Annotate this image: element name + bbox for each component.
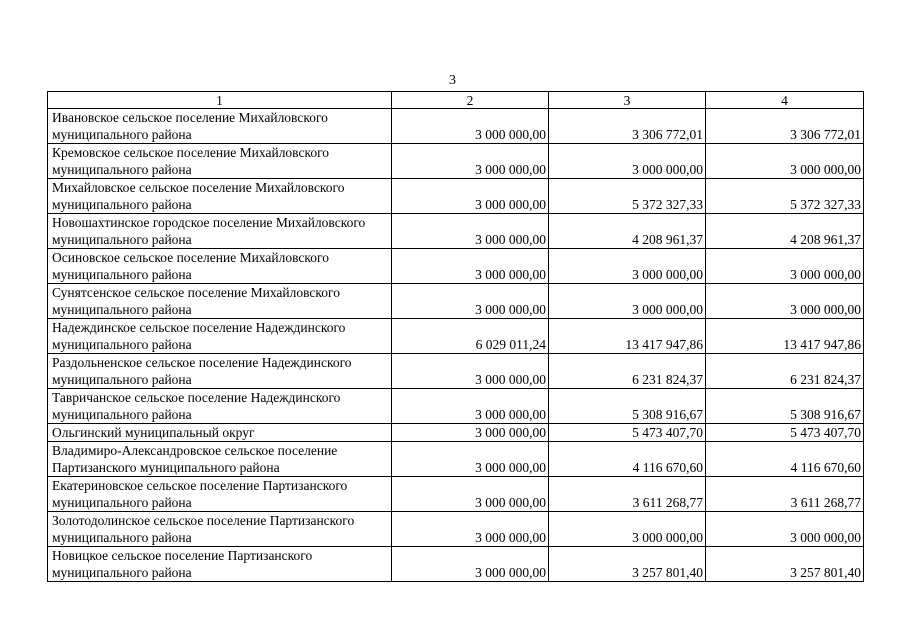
value-col-4: 3 257 801,40 [706,547,864,582]
table-row [48,214,864,249]
value-col-2: 3 000 000,00 [392,214,549,249]
settlement-name: Сунятсенское сельское поселение Михайловского муниципального района [48,284,392,319]
settlement-name: Надеждинское сельское поселение Надеждинского муниципального района [48,319,392,354]
table-row [48,512,864,547]
value-col-2: 3 000 000,00 [392,109,549,144]
value-col-4: 3 611 268,77 [706,477,864,512]
value-col-4: 5 372 327,33 [706,179,864,214]
settlement-name: Тавричанское сельское поселение Надеждинского муниципального района [48,389,392,424]
settlement-name: Новицкое сельское поселение Партизанского муниципального района [48,547,392,582]
table-row [48,354,864,389]
value-col-4: 3 000 000,00 [706,284,864,319]
value-col-4: 4 208 961,37 [706,214,864,249]
settlement-name: Осиновское сельское поселение Михайловского муниципального района [48,249,392,284]
table-row [48,547,864,582]
table-row [48,179,864,214]
value-col-4: 3 000 000,00 [706,144,864,179]
page-number: 3 [449,73,456,88]
value-col-4: 5 473 407,70 [706,424,864,442]
table-row [48,109,864,144]
value-col-4: 6 231 824,37 [706,354,864,389]
value-col-2: 3 000 000,00 [392,284,549,319]
settlement-name: Ольгинский муниципальный округ [48,424,392,442]
value-col-2: 3 000 000,00 [392,547,549,582]
settlement-name: Кремовское сельское поселение Михайловского муниципального района [48,144,392,179]
value-col-2: 3 000 000,00 [392,424,549,442]
table-row [48,284,864,319]
value-col-2: 3 000 000,00 [392,179,549,214]
value-col-2: 3 000 000,00 [392,354,549,389]
value-col-2: 3 000 000,00 [392,477,549,512]
column-header-3: 3 [549,92,706,109]
table-row [48,249,864,284]
value-col-3: 4 208 961,37 [549,214,706,249]
settlement-name: Золотодолинское сельское поселение Партизанского муниципального района [48,512,392,547]
value-col-3: 3 000 000,00 [549,512,706,547]
table-row [48,319,864,354]
value-col-3: 5 473 407,70 [549,424,706,442]
value-col-3: 5 372 327,33 [549,179,706,214]
settlement-name: Екатериновское сельское поселение Партизанского муниципального района [48,477,392,512]
value-col-3: 3 257 801,40 [549,547,706,582]
value-col-3: 3 611 268,77 [549,477,706,512]
settlement-name: Новошахтинское городское поселение Михайловского муниципального района [48,214,392,249]
table-row [48,477,864,512]
settlement-name: Владимиро-Александровское сельское поселение Партизанского муниципального района [48,442,392,477]
value-col-2: 6 029 011,24 [392,319,549,354]
value-col-2: 3 000 000,00 [392,144,549,179]
header-row [48,92,864,109]
value-col-2: 3 000 000,00 [392,442,549,477]
value-col-3: 6 231 824,37 [549,354,706,389]
value-col-3: 3 000 000,00 [549,144,706,179]
value-col-2: 3 000 000,00 [392,512,549,547]
column-header-4: 4 [706,92,864,109]
table-row [48,144,864,179]
settlement-name: Ивановское сельское поселение Михайловского муниципального района [48,109,392,144]
value-col-4: 13 417 947,86 [706,319,864,354]
table-row [48,424,864,442]
value-col-3: 3 000 000,00 [549,284,706,319]
value-col-4: 4 116 670,60 [706,442,864,477]
data-table [47,91,864,582]
table-row [48,442,864,477]
settlement-name: Раздольненское сельское поселение Надеждинского муниципального района [48,354,392,389]
value-col-4: 3 000 000,00 [706,249,864,284]
value-col-2: 3 000 000,00 [392,249,549,284]
value-col-3: 3 306 772,01 [549,109,706,144]
settlement-name: Михайловское сельское поселение Михайловского муниципального района [48,179,392,214]
value-col-4: 3 306 772,01 [706,109,864,144]
column-header-1: 1 [48,92,392,109]
value-col-2: 3 000 000,00 [392,389,549,424]
value-col-3: 13 417 947,86 [549,319,706,354]
value-col-3: 5 308 916,67 [549,389,706,424]
value-col-4: 5 308 916,67 [706,389,864,424]
table-row [48,389,864,424]
value-col-3: 4 116 670,60 [549,442,706,477]
value-col-3: 3 000 000,00 [549,249,706,284]
column-header-2: 2 [392,92,549,109]
value-col-4: 3 000 000,00 [706,512,864,547]
